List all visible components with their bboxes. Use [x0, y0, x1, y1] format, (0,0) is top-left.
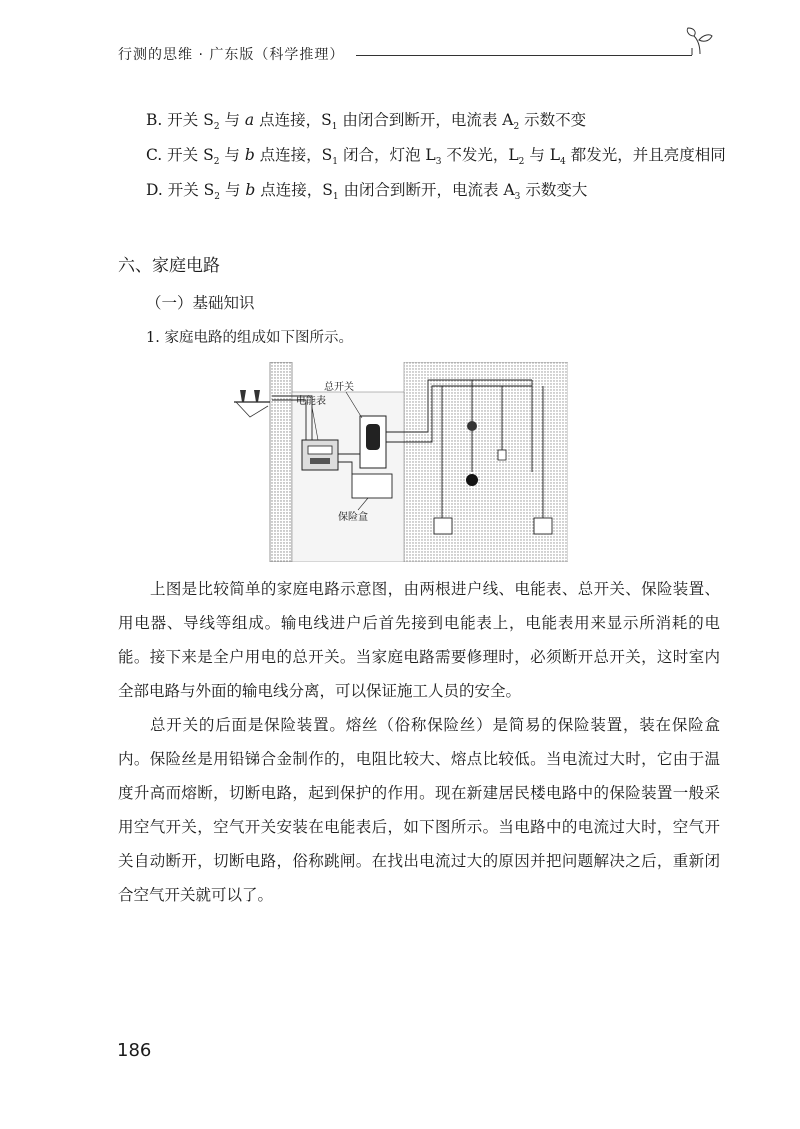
paragraph-2: 总开关的后面是保险装置。熔丝（俗称保险丝）是简易的保险装置，装在保险盒内。保险丝是用铅锑合金制作的，电阻比较大、熔点比较低。当电流过大时，它由于温度升高而熔断，切断电路，起到保护的作用。现在新建居民楼电路中的保险装置一般采用空气开关，空气开关安装在电能表后，如下图所示。当电路中的电流过大时，空气开关自动断开，切断电路，俗称跳闸。在找出电流过大的原因并把问题解决之后，重新闭合空气开关就可以了。	[118, 716, 720, 904]
option-d: D. 开关 $S_2$ 与 b 点连接，$S_1$ 由闭合到断开，电流表 $A_3$ 示数变大	[146, 181, 588, 203]
intro-line: 1. 家庭电路的组成如下图所示。	[146, 330, 353, 346]
section-title: 六、家庭电路	[118, 256, 220, 276]
insulator-icon	[234, 390, 270, 417]
subsection-title: （一）基础知识	[146, 294, 255, 312]
option-b: B. 开关 $S_2$ 与 a 点连接，$S_1$ 由闭合到断开，电流表 $A_2$ 示数不变	[146, 111, 587, 133]
leaf-ornament-icon	[684, 24, 716, 58]
household-circuit-figure	[232, 362, 568, 562]
option-c: C. 开关 $S_2$ 与 b 点连接，$S_1$ 闭合，灯泡 $L_3$ 不发光，$L_2$ 与 $L_4$ 都发光，并且亮度相同	[146, 146, 726, 168]
main-switch-icon	[360, 416, 386, 468]
electric-meter-icon	[302, 440, 338, 470]
page-number: 186	[117, 1040, 152, 1061]
header-rule	[356, 55, 692, 56]
fuse-box-icon	[352, 474, 392, 498]
label-meter: 电能表	[296, 396, 326, 407]
label-fuse-box: 保险盒	[338, 512, 368, 523]
label-main-switch: 总开关	[324, 382, 354, 393]
paragraph-1: 上图是比较简单的家庭电路示意图，由两根进户线、电能表、总开关、保险装置、用电器、导线等组成。输电线进户后首先接到电能表上，电能表用来显示所消耗的电能。接下来是全户用电的总开关。当家庭电路需要修理时，必须断开总开关，这时室内全部电路与外面的输电线分离，可以保证施工人员的安全。	[118, 580, 720, 700]
running-header: 行测的思维 · 广东版（科学推理）	[118, 47, 345, 63]
